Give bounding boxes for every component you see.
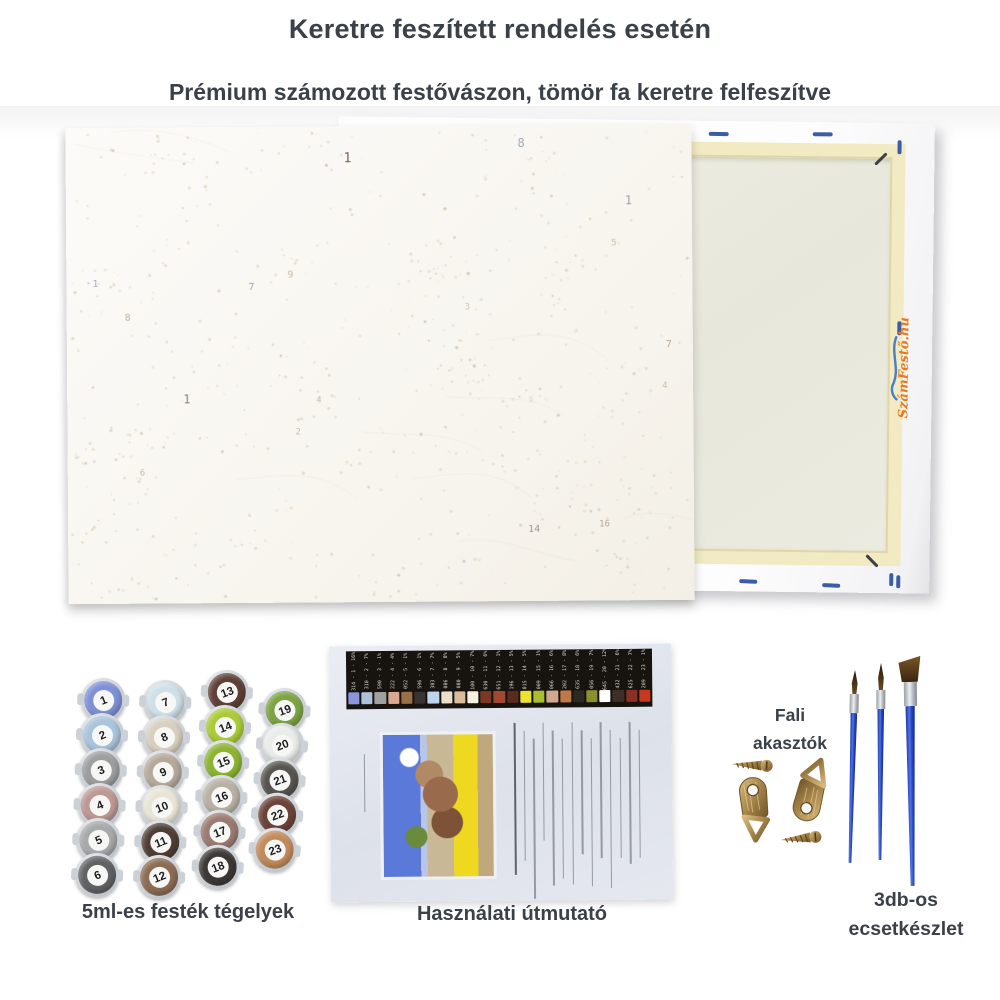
manual-text-line [542,723,544,841]
color-chart-swatch [560,690,571,702]
paint-pot-strip [136,679,188,899]
color-chart-code: 314 - 1 - 16% [350,651,357,691]
paint-pot-number: 8 [150,723,177,750]
color-chart-code: 590 - 3 - 1% [376,652,384,690]
color-chart-cell [413,653,427,707]
color-chart-cell [506,652,520,706]
color-chart-swatch [401,692,412,704]
color-chart-swatch [441,691,452,703]
paint-pot-number: 4 [86,791,113,818]
color-chart-strip [346,649,652,710]
color-chart-swatch [507,691,518,703]
brush-bristles [850,670,860,694]
manual-text-line [581,730,583,854]
paint-pot-strip [195,669,250,890]
color-chart-swatch [533,691,544,703]
paint-pot [195,844,241,890]
staple-mark [709,132,729,136]
paint-brush [898,656,923,886]
brush-handle [876,709,884,860]
canvas-number: 1 [183,392,191,407]
paint-pot-number: 19 [271,696,298,723]
canvas-number: 7 [248,281,255,293]
staple-mark [813,132,833,136]
color-chart-cell [611,651,625,705]
staple-mark [739,579,757,584]
paint-pot-number: 5 [85,826,112,853]
color-chart-cell [492,652,506,706]
paint-pot-number: 18 [204,853,231,880]
page-subtitle: Prémium számozott festővászon, tömör fa keretre felfeszítve [168,79,832,105]
color-chart-swatch [573,690,584,702]
canvas-number: 1 [92,278,99,291]
color-chart-cell [558,651,572,705]
color-chart-swatch [388,692,399,704]
color-chart-cell [347,653,361,707]
color-chart-code: 196 - 13 - 5% [509,650,516,690]
staple-mark [896,575,900,588]
color-chart-swatch [586,690,597,702]
canvas-number: 8 [517,135,525,151]
color-chart-code: 596 - 6 - 1% [416,652,423,689]
paint-pot [251,826,298,873]
color-chart-code: 635 - 18 - 6% [575,649,582,689]
color-chart-code: 630 - 11 - 6% [482,650,490,690]
paints-caption: 5ml-es festék tégelyek [81,901,295,923]
canvas-number: 1 [624,193,633,208]
wall-hangers-label [724,701,856,757]
brush-ferrule [876,690,885,709]
color-chart-code: 310 - 2 - 7% [363,653,371,690]
color-chart-code: 056 - 19 - 7% [588,649,595,689]
canvas-number: 2 [295,427,301,438]
manual-text-line [629,722,632,864]
color-chart-code: 009 - 15 - 1% [535,650,542,690]
color-chart-cell [572,651,586,705]
canvas-number: 8 [124,312,131,324]
brush-handle [846,713,857,863]
paint-pot-strip [74,677,126,897]
canvas-number: 1 [343,151,352,167]
color-chart-code: 202 - 17 - 8% [562,649,569,690]
paint-pot-number: 7 [152,688,179,715]
page-title: Keretre feszített rendelés esetén [288,14,712,44]
color-chart-swatch [348,692,359,704]
brush-bristles [876,663,885,690]
flat-canvas [65,124,694,604]
paint-pot-number: 10 [148,793,175,820]
brush-bristles [898,656,920,682]
screw-icon [780,830,822,846]
color-chart-cell [638,651,652,705]
paint-pot-number: 14 [211,713,238,740]
paint-pot-number: 6 [83,861,110,888]
color-chart-code: 015 - 14 - 5% [522,650,529,690]
manual-text-line [638,730,641,858]
color-chart-swatch [547,691,558,703]
paint-pot-strip [251,686,308,873]
brush-ferrule [849,694,858,713]
paint-pot [74,852,120,898]
color-chart-swatch [428,692,439,704]
brush-handle [905,706,918,886]
color-chart-code: 432 - 21 - 6% [614,649,622,689]
manual-text-line [514,723,517,875]
canvas-number: 14 [528,523,541,535]
wall-hangers-label-line1: Fali [774,705,806,725]
color-chart-swatch [599,690,610,702]
manual-text-line [600,722,603,858]
canvas-number: 16 [599,519,611,530]
color-chart-cell [598,647,612,705]
paint-pot [136,854,182,900]
manual-text-line [552,731,555,886]
wall-hangers-label-line2: akasztók [753,733,827,753]
color-chart-code: 080 - 9 - 5% [456,652,463,689]
instruction-sheet [329,644,673,903]
color-chart-cell [466,652,480,706]
color-chart-code: 052 - 5 - 1% [403,652,410,689]
wall-hangers-image [722,750,842,854]
color-chart-cell [519,652,533,706]
color-chart-swatch [362,692,373,704]
color-chart-swatch [520,691,531,703]
color-chart-swatch [454,691,465,703]
manual-text-line [523,731,526,861]
color-chart-code: 209 - 23 - 1% [641,649,648,689]
paint-brush [875,663,885,860]
color-chart-swatch [480,691,491,703]
manual-text-lines [329,644,671,647]
color-chart-code: 645 - 20 - 12% [601,647,609,691]
paint-pots-group [78,660,338,902]
color-chart-code: 066 - 16 - 6% [548,649,556,690]
color-chart-cell [360,653,374,707]
manual-caption: Használati útmutató [416,903,608,925]
paint-pot-number: 9 [149,758,176,785]
paint-pot-number: 1 [90,686,117,713]
manual-text-line [533,739,536,899]
brushes-caption [820,886,992,944]
canvas-number: 4 [316,395,322,406]
staple-mark [889,573,893,586]
color-chart-swatch [639,690,650,702]
canvas-number: 5 [611,238,617,249]
manual-text-line [562,738,565,878]
paint-pot-number: 22 [264,801,291,828]
paint-pot-number: 16 [208,783,235,810]
paint-pot-number: 12 [145,863,172,890]
color-chart-code: 086 - 8 - 8% [443,652,450,689]
color-chart-cell [439,652,453,706]
color-chart-cell [625,651,639,705]
color-chart-cell [479,652,493,706]
d-ring-hanger-icon [790,756,831,823]
color-chart-cell [545,651,559,705]
paint-pot-number: 3 [87,756,114,783]
d-ring-hanger-icon [738,776,771,841]
manual-text-line [364,754,366,812]
screw-icon [731,758,773,772]
manual-photo [380,731,497,880]
paint-pot-number: 21 [266,766,293,793]
color-chart-cell [453,652,467,706]
brand-swoosh-icon [887,335,902,401]
color-chart-cell [387,653,401,707]
brand-logo-text: SzámFestő.hu [896,317,913,419]
paint-pot-number: 15 [210,748,237,775]
manual-text-line [590,738,593,886]
canvas-number: 4 [662,380,668,392]
color-chart-code: 651 - 12 - 1% [495,650,503,690]
color-chart-swatch [626,690,637,702]
color-chart-cell [373,653,387,707]
paint-pot-number: 11 [147,828,174,855]
paint-pot-number: 23 [261,836,288,863]
color-chart-code: 100 - 10 - 7% [469,650,476,690]
brush-ferrule [903,682,916,706]
canvas-speckle-pattern [65,124,694,604]
brushes-caption-line1: 3db-os [874,889,938,911]
paint-pot-number: 20 [269,731,296,758]
color-chart-cell [400,653,414,707]
color-chart-swatch [613,690,624,702]
color-chart-swatch [494,691,505,703]
canvas-number: 6 [139,468,146,479]
color-chart-code: 625 - 22 - 7% [628,649,635,689]
manual-text-line [610,730,613,888]
canvas-number: 3 [464,302,471,313]
color-chart-swatch [414,692,425,704]
manual-text-line [571,722,574,884]
color-chart-code: 222 - 4 - 4% [390,652,397,690]
staple-mark [897,140,901,154]
color-chart-cell [426,653,440,707]
canvas-number: 7 [665,338,672,351]
color-chart-code: 383 - 7 - 7% [429,652,437,689]
color-chart-cell [532,652,546,706]
paint-pot-number: 17 [206,818,233,845]
staple-mark [822,583,840,588]
color-chart-swatch [375,692,386,704]
manual-text-line [619,738,621,858]
brushes-caption-line2: ecsetkészlet [848,918,964,940]
color-chart-swatch [467,691,478,703]
paint-pot-number: 2 [88,721,115,748]
paint-pot-number: 13 [213,678,240,705]
paint-brush [845,670,859,863]
canvas-number: 9 [287,269,294,281]
color-chart-cell [585,651,599,705]
